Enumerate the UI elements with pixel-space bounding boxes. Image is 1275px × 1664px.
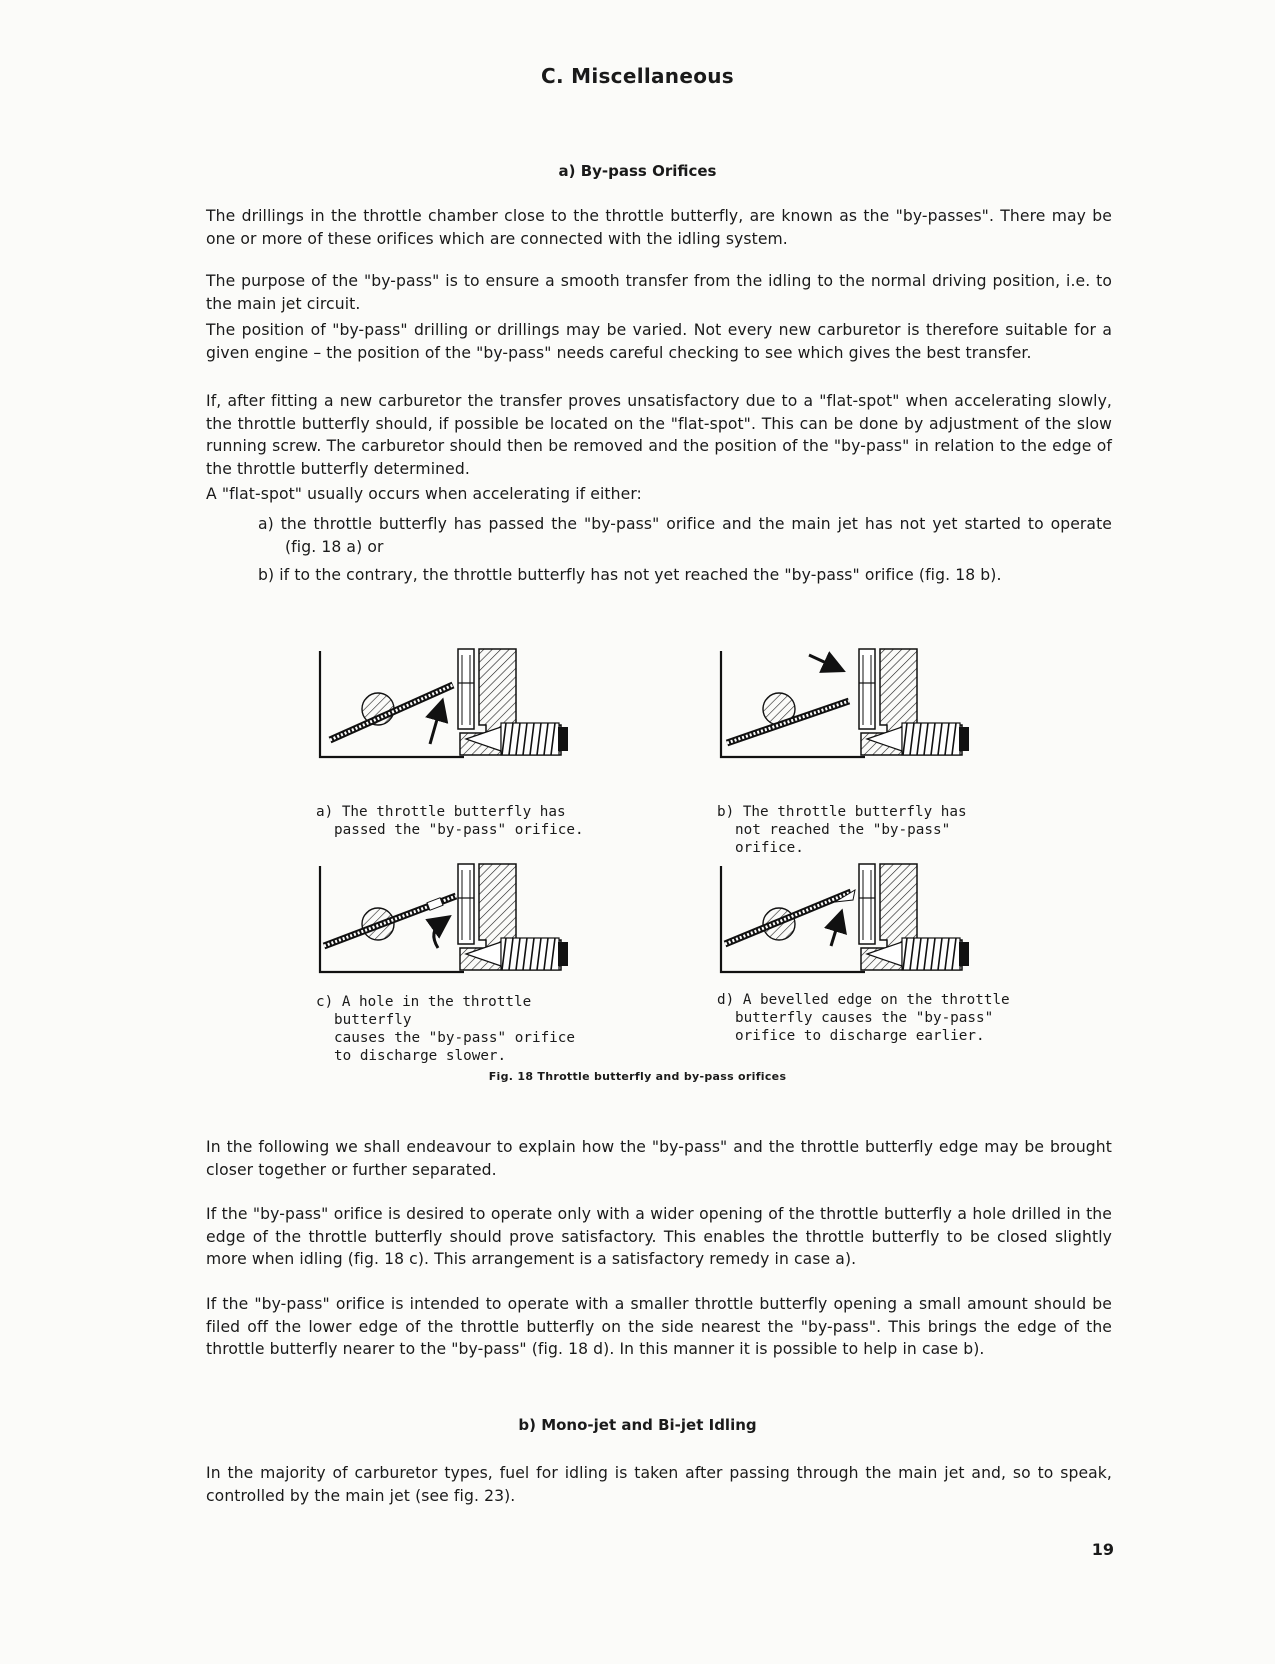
section-a-title: a) By-pass Orifices: [558, 162, 717, 180]
figure-d-diagram: [717, 862, 977, 992]
paragraph: If the "by-pass" orifice is intended to operate with a smaller throttle butterfly opening a small amount should be filed off the lower edge of the throttle butterfly on the side nearest the "by-pass". This brings the edge of the throttle butterfly nearer to the "by-pass" (fig. 18 d). In this manner it is possible to help in case b).: [206, 1295, 1112, 1358]
figure-c-diagram: [316, 862, 576, 992]
list-item: b) if to the contrary, the throttle butterfly has not yet reached the "by-pass" orifice (fig. 18 b).: [258, 566, 1002, 584]
figure-d-caption: d) A bevelled edge on the throttle butterfly causes the "by-pass" orifice to discharge earlier.: [717, 992, 1010, 1044]
figure-b-diagram: [717, 647, 977, 777]
figure-a-diagram: [316, 647, 576, 777]
paragraph: If, after fitting a new carburetor the transfer proves unsatisfactory due to a "flat-spot" when accelerating slowly, the throttle butterfly should, if possible be located on the "flat-spot". This can be done by adjustment of the slow running screw. The carburetor should then be removed and the position of the "by-pass" in relation to the edge of the throttle butterfly determined.: [206, 392, 1112, 478]
paragraph: The drillings in the throttle chamber close to the throttle butterfly, are known as the "by-passes". There may be one or more of these orifices which are connected with the idling system.: [206, 207, 1112, 248]
page-heading: C. Miscellaneous: [540, 64, 734, 88]
section-b-title: b) Mono-jet and Bi-jet Idling: [518, 1416, 757, 1434]
figure-a-caption: a) The throttle butterfly has passed the "by-pass" orifice.: [316, 804, 584, 838]
paragraph: If the "by-pass" orifice is desired to operate only with a wider opening of the throttle butterfly a hole drilled in the edge of the throttle butterfly should prove satisfactory. This enables the throttle butterfly to be closed slightly more when idling (fig. 18 c). This arrangement is a satisfactory remedy in case a).: [206, 1205, 1112, 1268]
figure-b-caption: b) The throttle butterfly has not reached the "by-pass" orifice.: [717, 804, 967, 856]
paragraph: In the majority of carburetor types, fuel for idling is taken after passing through the main jet and, so to speak, controlled by the main jet (see fig. 23).: [206, 1464, 1112, 1505]
paragraph: In the following we shall endeavour to explain how the "by-pass" and the throttle butterfly edge may be brought closer together or further separated.: [206, 1138, 1112, 1179]
figure-c-caption: c) A hole in the throttle butterfly causes the "by-pass" orifice to discharge slower.: [316, 994, 576, 1064]
page-number: 19: [1091, 1540, 1114, 1559]
paragraph: A "flat-spot" usually occurs when accelerating if either:: [206, 485, 642, 503]
paragraph: The purpose of the "by-pass" is to ensure a smooth transfer from the idling to the normal driving position, i.e. to the main jet circuit.: [206, 272, 1112, 313]
list-item: a) the throttle butterfly has passed the "by-pass" orifice and the main jet has not yet started to operate (fig. 18 a) or: [258, 515, 1112, 556]
figure-title: Fig. 18 Throttle butterfly and by-pass orifices: [488, 1070, 787, 1083]
paragraph: The position of "by-pass" drilling or drillings may be varied. Not every new carburetor is therefore suitable for a given engine – the position of the "by-pass" needs careful checking to see which gives the best transfer.: [206, 321, 1112, 362]
